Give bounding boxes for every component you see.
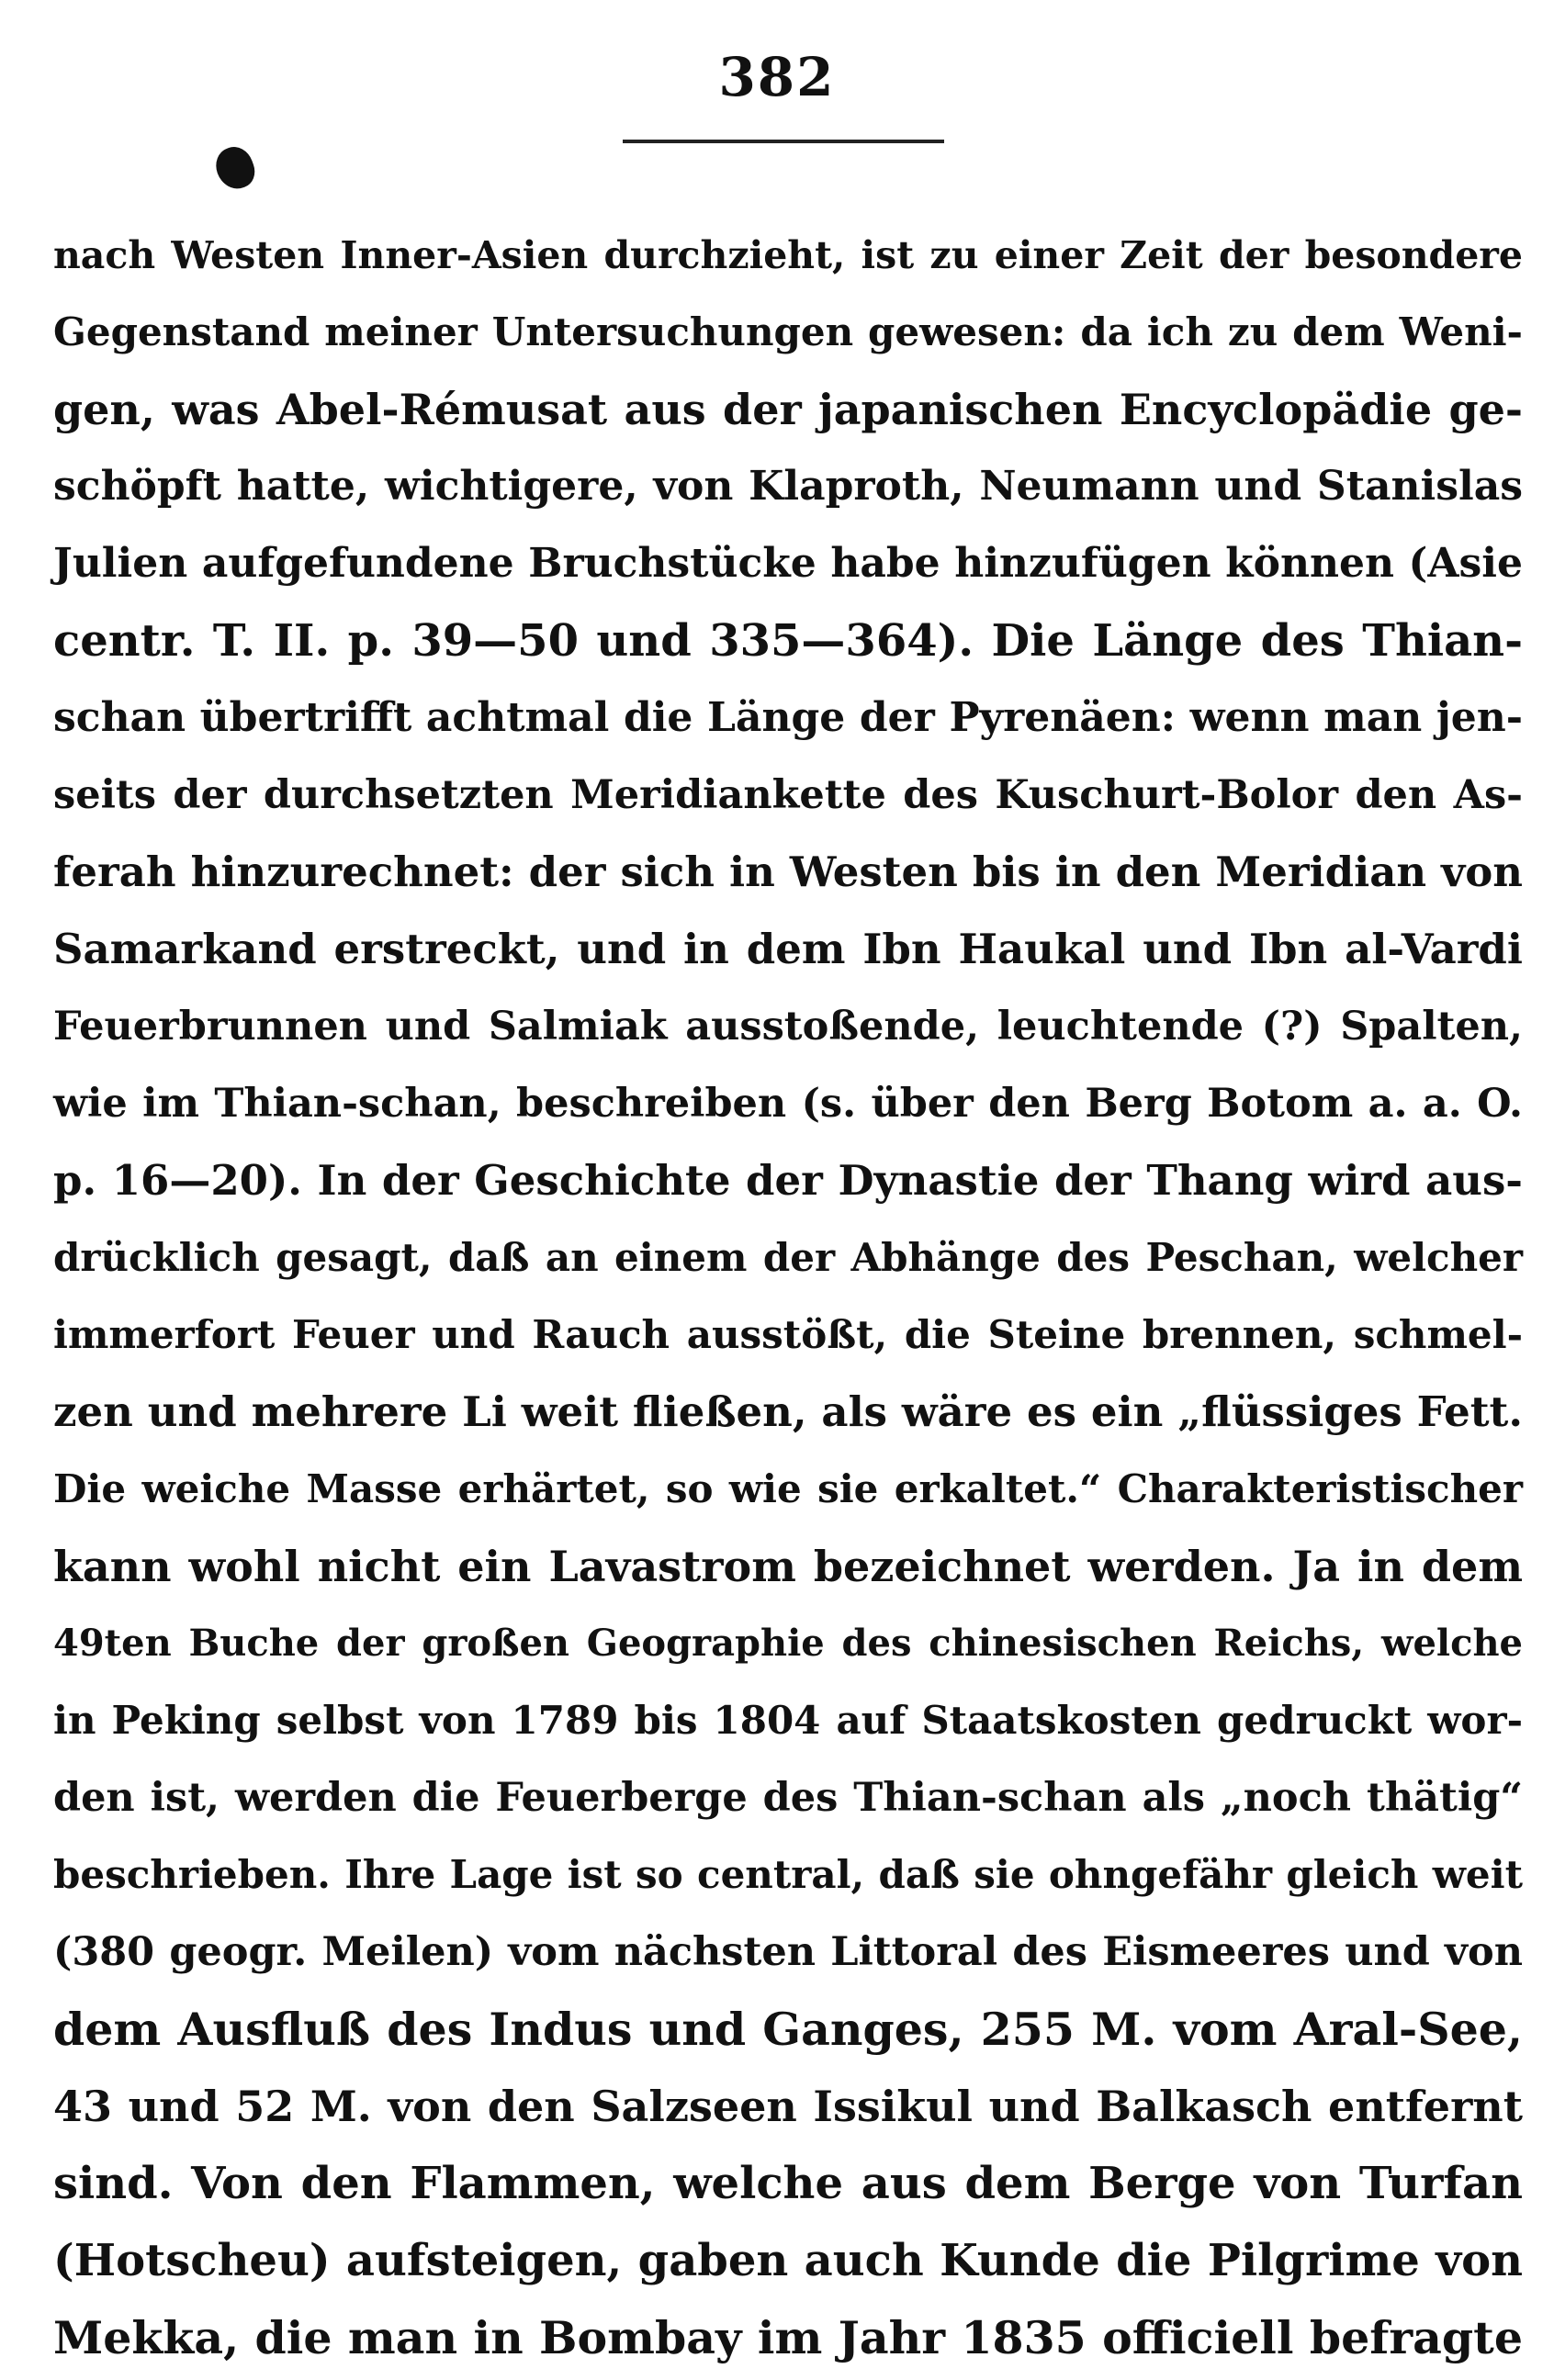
text-line: immerfort Feuer und Rauch ausstößt, die Steine brennen, schmel-	[53, 1312, 1523, 1357]
ink-blot	[210, 142, 259, 195]
text-line: Die weiche Masse erhärtet, so wie sie erkaltet.“ Charakteristischer	[53, 1466, 1523, 1511]
text-line: seits der durchsetzten Meridiankette des Kuschurt-Bolor den As-	[53, 772, 1523, 818]
text-line: Mekka, die man in Bombay im Jahr 1835 officiell befragte	[53, 2311, 1523, 2364]
text-line: Samarkand erstreckt, und in dem Ibn Haukal und Ibn al-Vardi	[53, 925, 1523, 973]
text-line: sind. Von den Flammen, welche aus dem Berge von Turfan	[53, 2158, 1523, 2209]
text-line: (Hotscheu) aufsteigen, gaben auch Kunde die Pilgrime von	[53, 2235, 1523, 2286]
text-line: nach Westen Inner-Asien durchzieht, ist zu einer Zeit der besondere	[53, 233, 1523, 277]
text-line: Feuerbrunnen und Salmiak ausstoßende, leuchtende (?) Spalten,	[53, 1004, 1523, 1050]
text-line: Julien aufgefundene Bruchstücke habe hinzufügen können (Asie	[53, 540, 1523, 587]
text-line: schöpft hatte, wichtigere, von Klaproth, Neumann und Stanislas	[53, 463, 1523, 510]
text-line: zen und mehrere Li weit fließen, als wäre es ein „flüssiges Fett.	[53, 1387, 1523, 1436]
text-line: in Peking selbst von 1789 bis 1804 auf Staatskosten gedruckt wor-	[53, 1698, 1523, 1743]
text-line: beschrieben. Ihre Lage ist so central, daß sie ohngefähr gleich weit	[53, 1852, 1523, 1897]
text-line: gen, was Abel-Rémusat aus der japanischen Encyclopädie ge-	[53, 385, 1523, 434]
text-line: centr. T. II. p. 39—50 und 335—364). Die Länge des Thian-	[53, 615, 1523, 667]
text-line: ferah hinzurechnet: der sich in Westen bis in den Meridian von	[53, 848, 1523, 896]
text-line: drücklich gesagt, daß an einem der Abhänge des Peschan, welcher	[53, 1235, 1523, 1280]
body-text	[53, 217, 1523, 2376]
text-line: kann wohl nicht ein Lavastrom bezeichnet werden. Ja in dem	[53, 1542, 1523, 1591]
text-line: 49ten Buche der großen Geographie des chinesischen Reichs, welche	[53, 1622, 1523, 1665]
text-line: p. 16—20). In der Geschichte der Dynastie der Thang wird aus-	[53, 1156, 1523, 1205]
text-line: Gegenstand meiner Untersuchungen gewesen: da ich zu dem Weni-	[53, 309, 1523, 354]
text-line: schan übertrifft achtmal die Länge der Pyrenäen: wenn man jen-	[53, 694, 1523, 741]
text-line: wie im Thian-schan, beschreiben (s. über den Berg Botom a. a. O.	[53, 1081, 1523, 1127]
text-line: dem Ausfluß des Indus und Ganges, 255 M. vom Aral-See,	[53, 2003, 1523, 2056]
header-rule	[623, 140, 944, 143]
text-line: 43 und 52 M. von den Salzseen Issikul und Balkasch entfernt	[53, 2082, 1523, 2131]
text-line: den ist, werden die Feuerberge des Thian-schan als „noch thätig“	[53, 1775, 1523, 1821]
text-line: (380 geogr. Meilen) vom nächsten Littoral des Eismeeres und von	[53, 1929, 1523, 1975]
page-number: 382	[718, 46, 836, 108]
